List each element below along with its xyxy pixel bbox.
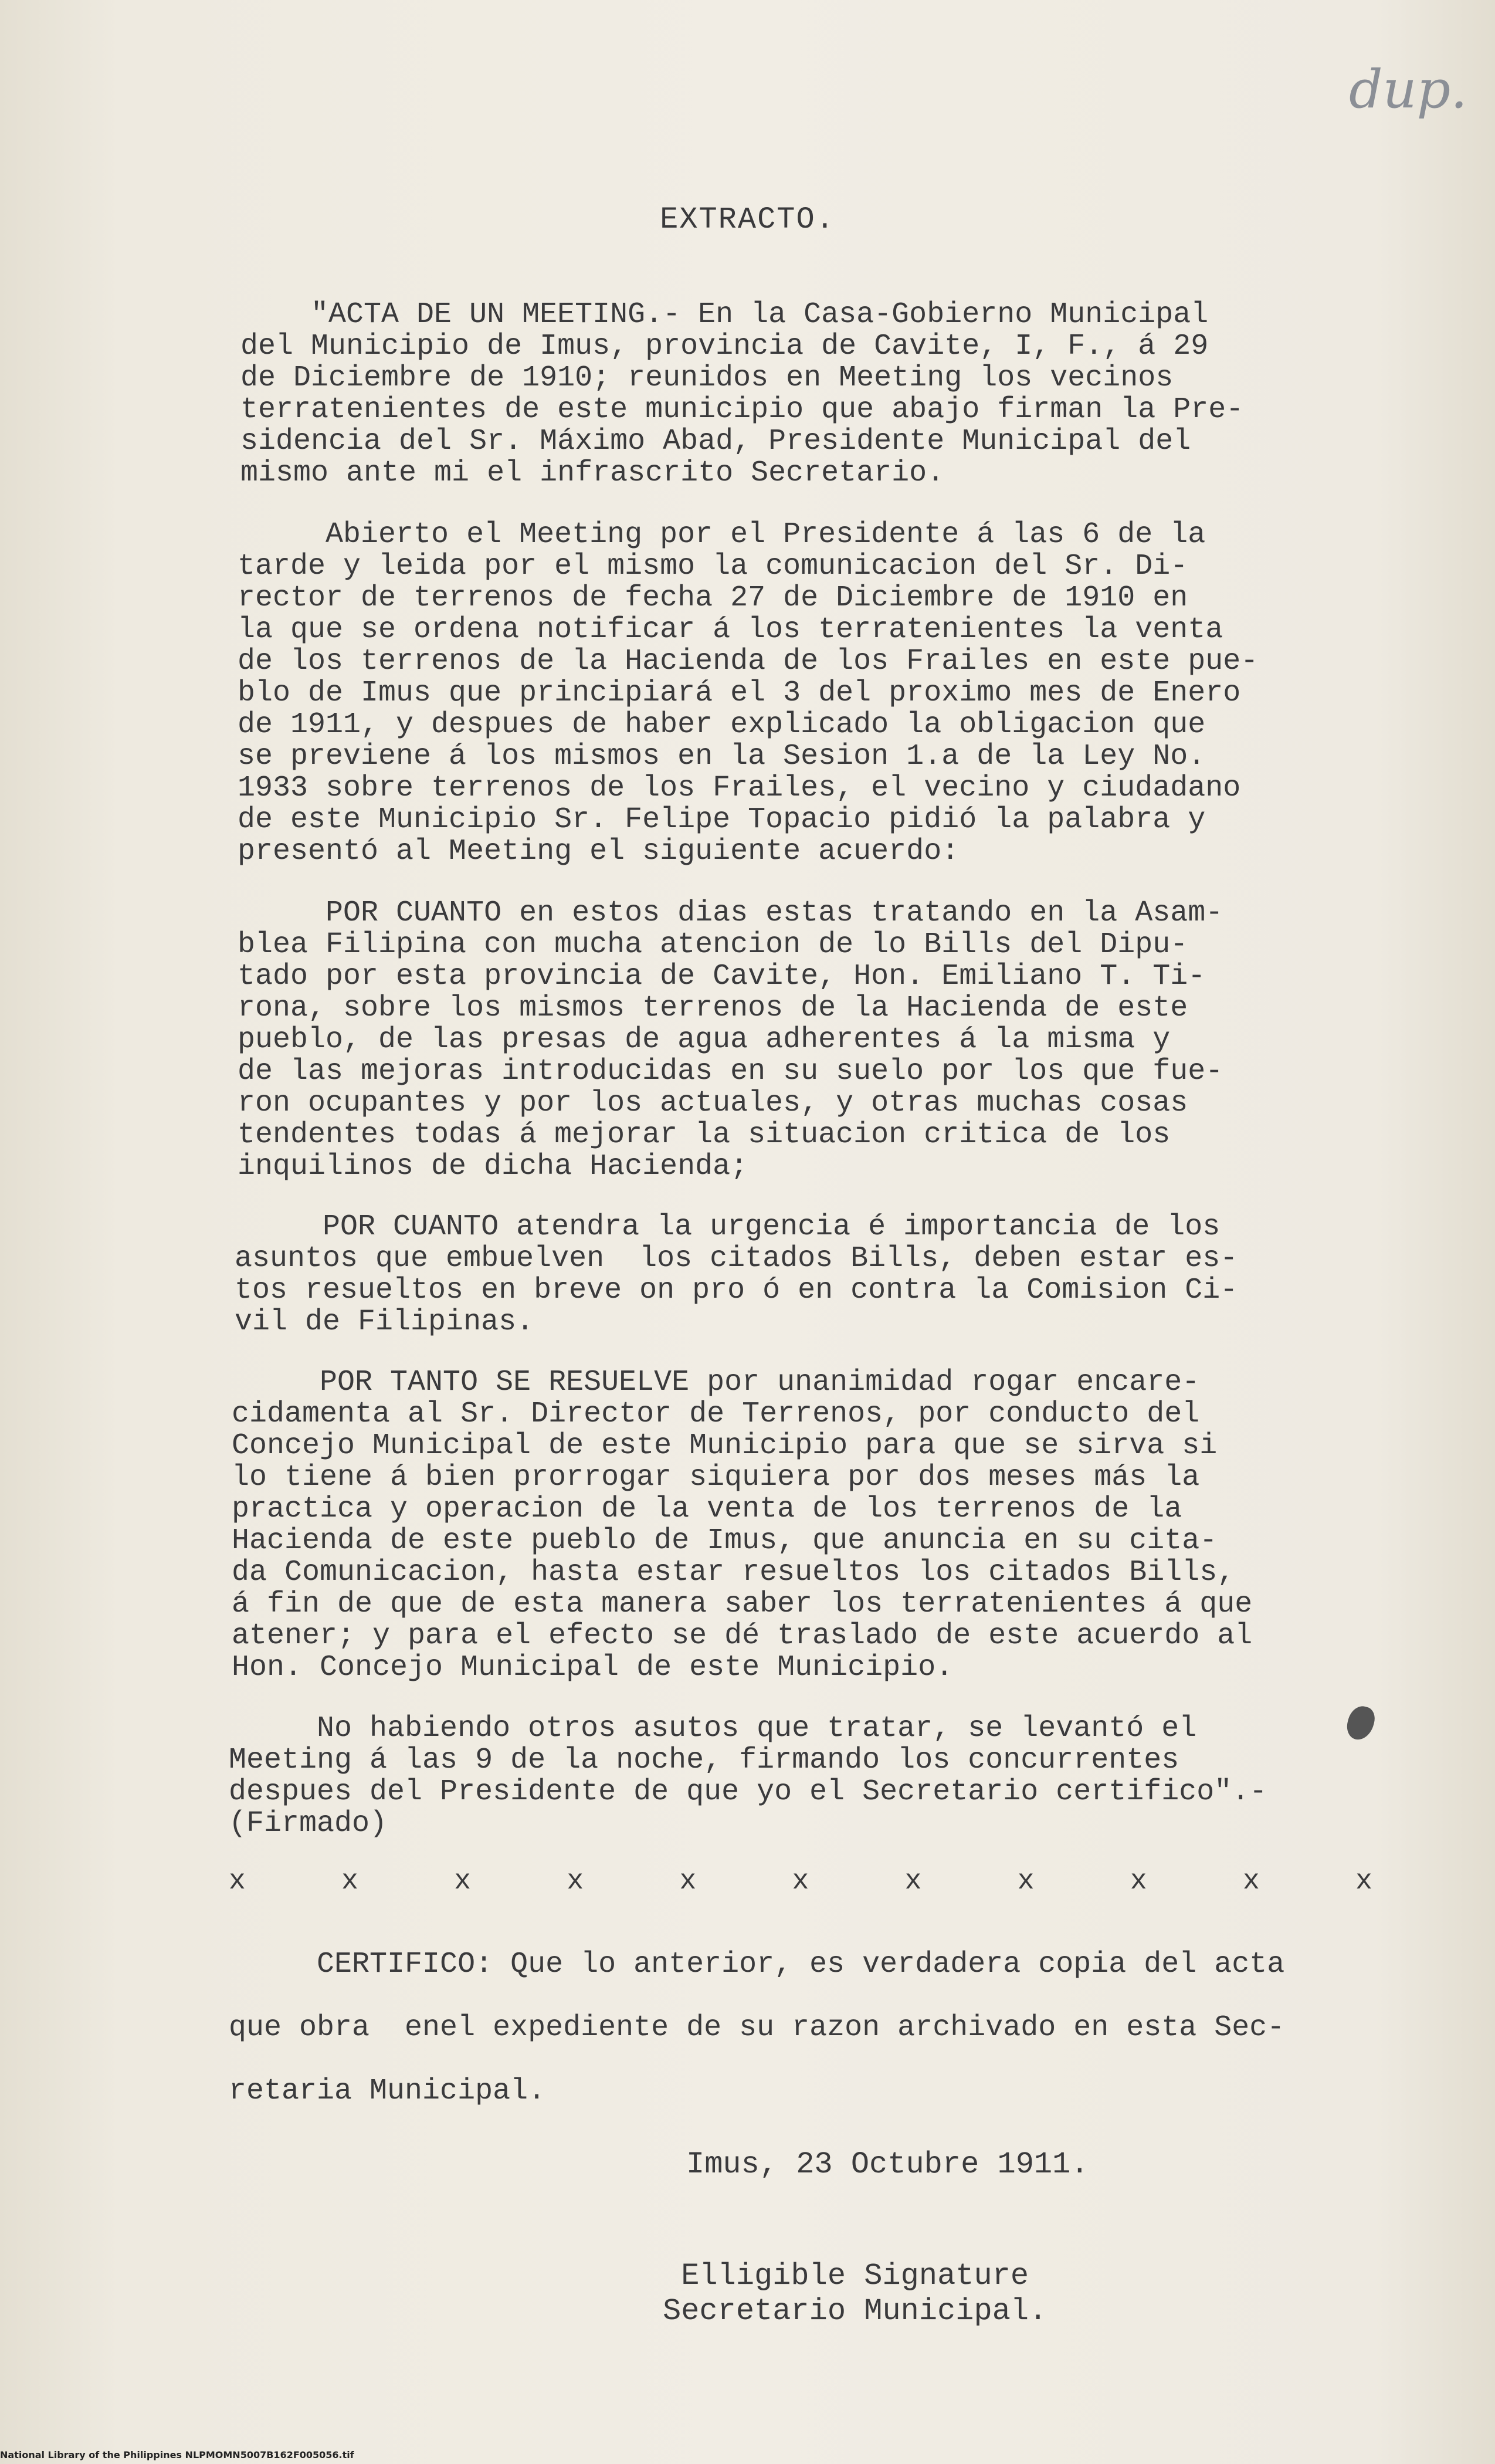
paragraph-closing: No habiendo otros asutos que tratar, se levantó el Meeting á las 9 de la noche, firmando los concurrentes despues del Presidente de que yo el Secretario certifico".- (Firmado) (229, 1712, 1267, 1840)
separator-mark: x (792, 1866, 809, 1897)
paragraph-acta: "ACTA DE UN MEETING.- En la Casa-Gobierno Municipal del Municipio de Imus, provincia de Cavite, I, F., á 29 de Diciembre de 1910; reunidos en Meeting los vecinos terratenientes de este municipio que abajo firman la Pre- sidencia del Sr. Máximo Abad, Presidente Municipal del mismo ante mi el infrascrito Secretario. (240, 298, 1244, 490)
separator-mark: x (341, 1866, 358, 1897)
separator-mark: x (1355, 1866, 1372, 1897)
ink-blot (1344, 1703, 1378, 1742)
archive-footer: National Library of the Philippines NLPMOMN5007B162F005056.tif (0, 2449, 354, 2460)
document-title: EXTRACTO. (660, 202, 835, 237)
separator-mark: x (904, 1866, 922, 1897)
signature-title: Secretario Municipal. (663, 2294, 1047, 2328)
separator-mark: x (1130, 1866, 1147, 1897)
separator-mark: x (1017, 1866, 1035, 1897)
paragraph-por-cuanto-2: POR CUANTO atendra la urgencia é importancia de los asuntos que embuelven los citados Bills, deben estar es- tos resueltos en breve on pro ó en contra la Comision Ci- vil de Filipinas. (235, 1210, 1238, 1339)
separator-mark: x (679, 1866, 697, 1897)
separator-row (229, 1866, 1372, 1897)
signature-name: Elligible Signature (681, 2259, 1029, 2293)
date-line: Imus, 23 Octubre 1911. (686, 2147, 1089, 2182)
certification-paragraph: CERTIFICO: Que lo anterior, es verdadera copia del acta que obra enel expediente de su razon archivado en esta Sec- retaria Municipal. (229, 1948, 1285, 2108)
separator-mark: x (567, 1866, 584, 1897)
separator-mark: x (229, 1866, 246, 1897)
handwritten-note: dup. (1349, 59, 1467, 120)
paragraph-por-tanto: POR TANTO SE RESUELVE por unanimidad rogar encare- cidamenta al Sr. Director de Terrenos, por conducto del Concejo Municipal de este Municipio para que se sirva si lo tiene á bien prorrogar siquiera por dos meses más la practica y operacion de la venta de los terrenos de la Hacienda de este pueblo de Imus, que anuncia en su cita- da Comunicacion, hasta estar resueltos los citados Bills, á fin de que de esta manera saber los terratenientes á que atener; y para el efecto se dé traslado de este acuerdo al Hon. Concejo Municipal de este Municipio. (232, 1366, 1253, 1684)
paragraph-por-cuanto-1: POR CUANTO en estos dias estas tratando en la Asam- blea Filipina con mucha atencion de lo Bills del Dipu- tado por esta provincia de Cavite, Hon. Emiliano T. Ti- rona, sobre los mismos terrenos de la Hacienda de este pueblo, de las presas de agua adherentes á la misma y de las mejoras introducidas en su suelo por los que fue- ron ocupantes y por los actuales, y otras muchas cosas tendentes todas á mejorar la situacion critica de los inquilinos de dicha Hacienda; (238, 896, 1223, 1183)
signature-block (663, 2259, 1047, 2329)
separator-mark: x (454, 1866, 472, 1897)
separator-mark: x (1242, 1866, 1260, 1897)
paragraph-abierto: Abierto el Meeting por el Presidente á las 6 de la tarde y leida por el mismo la comunicacion del Sr. Di- rector de terrenos de fecha 27 de Diciembre de 1910 en la que se ordena notificar á los terratenientes la venta de los terrenos de la Hacienda de los Frailes en este pue- blo de Imus que principiará el 3 del proximo mes de Enero de 1911, y despues de haber explicado la obligacion que se previene á los mismos en la Sesion 1.a de la Ley No. 1933 sobre terrenos de los Frailes, el vecino y ciudadano de este Municipio Sr. Felipe Topacio pidió la palabra y presentó al Meeting el siguiente acuerdo: (238, 518, 1259, 868)
